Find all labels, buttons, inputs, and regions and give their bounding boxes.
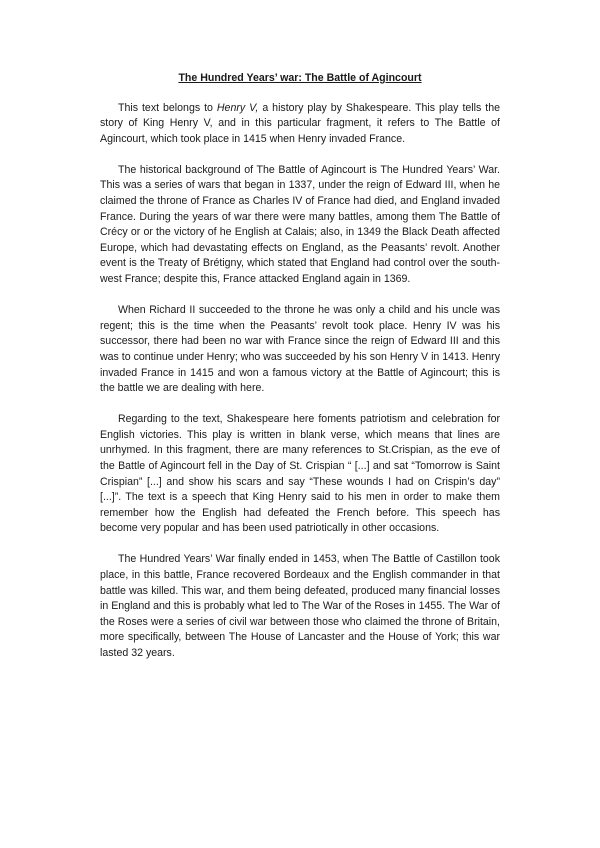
play-title-reference: Henry V, — [216, 101, 259, 114]
paragraph-introduction-rest: a history play by Shakespeare. This play tells the story of King Henry V, and in this particular fragment, it refers to The Battle of Agincourt, which took place in 1415 when Henry invaded France. — [100, 101, 500, 145]
paragraph-introduction-lead: This text belongs to — [118, 101, 217, 114]
document-title: The Hundred Years’ war: The Battle of Agincourt — [178, 72, 422, 84]
paragraph-introduction — [100, 101, 500, 148]
paragraph-text-analysis: Regarding to the text, Shakespeare here foments patriotism and celebration for English victories. This play is written in blank verse, which means that lines are unrhymed. In this fragment, there are many references to St.Crispian, as the eve of the Battle of Agincourt fell in the Day of St. Crispian “ [...] and sat “Tomorrow is Saint Crispian” [...] and show his scars and say “These wounds I had on Crispin’s day” [...]”. The text is a speech that King Henry said to his men in order to make them remember how the English had defeated the French before. This speech has become very popular and has been used patriotically in other occasions. — [100, 413, 500, 535]
document-body — [100, 71, 500, 677]
paragraph-historical-background: The historical background of The Battle of Agincourt is The Hundred Years’ War. This was a series of wars that began in 1337, under the reign of Edward III, when he claimed the throne of France as Charles IV of France had died, and England invaded France. During the years of war there were many battles, among them The Battle of Crécy or or the victory of he English at Calais; also, in 1349 the Black Death affected Europe, which had devastating effects on England, as the Peasants’ revolt. Another event is the Treaty of Brétigny, which stated that England had control over the south-west France; despite this, France attacked England again in 1369. — [100, 163, 500, 286]
paragraph-richard-henry: When Richard II succeeded to the throne he was only a child and his uncle was regent; this is the time when the Peasants’ revolt took place. Henry IV was his successor, there had been no war with France since the reign of Edward III and this was to continue under Henry; who was succeeded by his son Henry V in 1413. Henry invaded France in 1415 and won a famous victory at the Battle of Agincourt; this is the battle we are dealing with here. — [100, 304, 500, 395]
paragraph-war-ending: The Hundred Years’ War finally ended in 1453, when The Battle of Castillon took place, in this battle, France recovered Bordeaux and the English commander in that battle was killed. This war, and them being defeated, produced many financial losses in England and this is probably what led to The War of the Roses in 1455. The War of the Roses were a series of civil war between those who claimed the throne of Britain, more specifically, between The House of Lancaster and the House of York; this war lasted 32 years. — [100, 553, 500, 659]
